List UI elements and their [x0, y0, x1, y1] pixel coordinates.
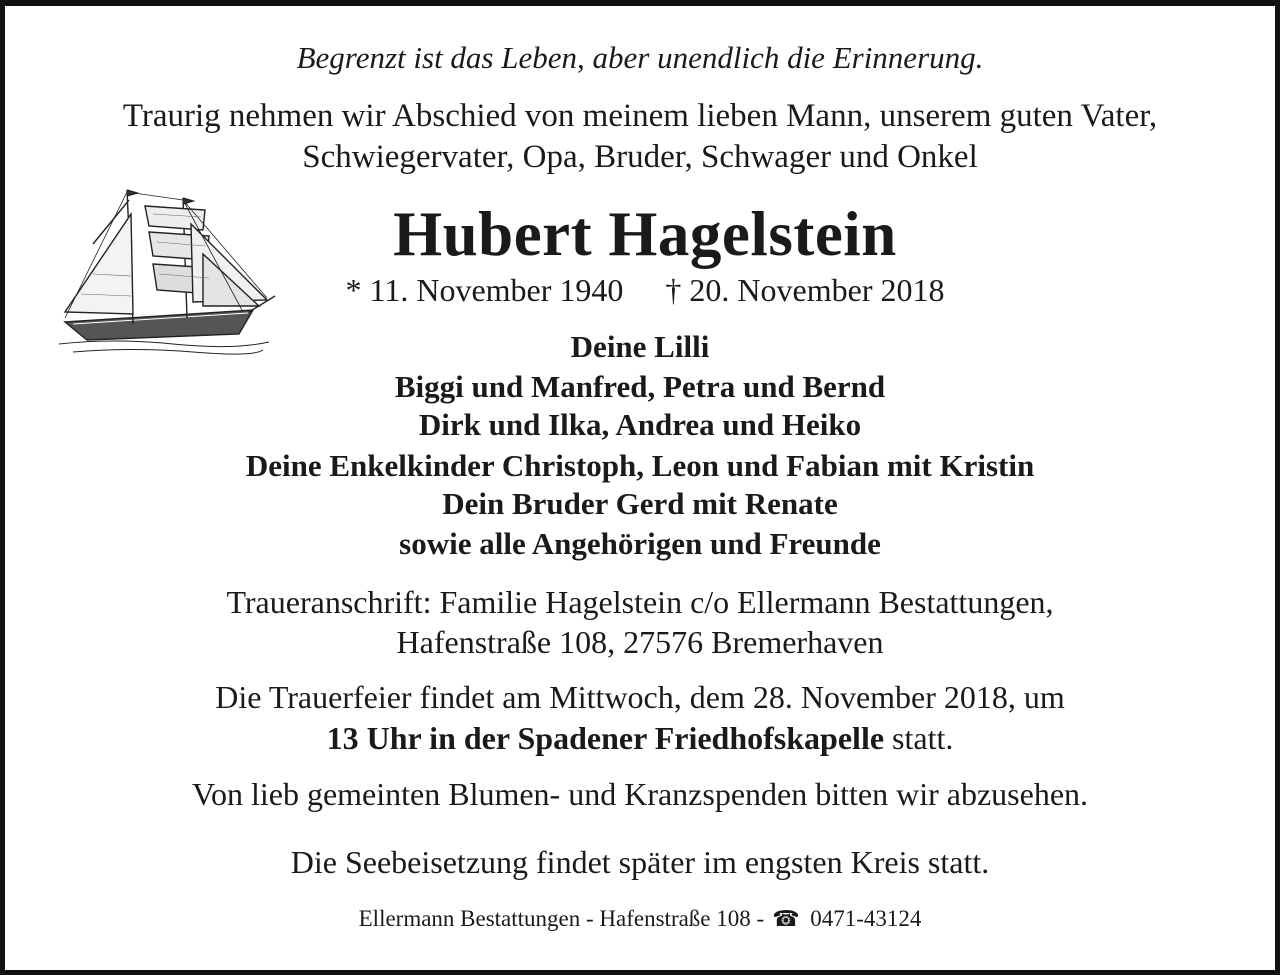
ceremony-line-2-rest: statt.	[884, 720, 954, 756]
flowers-note: Von lieb gemeinten Blumen- und Kranzspenden bitten wir abzusehen.	[191, 776, 1089, 812]
mourner-line: Deine Enkelkinder Christoph, Leon und Fabian mit Kristin	[245, 448, 1035, 483]
mourning-address-line-1: Traueranschrift: Familie Hagelstein c/o Ellermann Bestattungen,	[226, 584, 1054, 620]
telephone-icon: ☎	[772, 906, 800, 931]
mourner-line: sowie alle Angehörigen und Freunde	[399, 526, 881, 561]
ceremony-time-place: 13 Uhr in der Spadener Friedhofskapelle	[326, 720, 885, 756]
mourner-line: Dirk und Ilka, Andrea und Heiko	[418, 407, 862, 442]
motto: Begrenzt ist das Leben, aber unendlich die Erinnerung.	[296, 40, 984, 75]
death-date: † 20. November 2018	[665, 272, 945, 308]
mourning-address-line-2: Hafenstraße 108, 27576 Bremerhaven	[396, 624, 884, 660]
intro-line-2: Schwiegervater, Opa, Bruder, Schwager und Onkel	[302, 139, 978, 175]
ceremony-line-2	[5, 720, 1275, 757]
undertaker-footer	[5, 906, 1275, 932]
deceased-name: Hubert Hagelstein	[393, 199, 897, 269]
birth-date: * 11. November 1940	[345, 272, 624, 308]
mourner-line: Deine Lilli	[570, 329, 710, 364]
mourner-line: Dein Bruder Gerd mit Renate	[442, 486, 838, 521]
undertaker-phone: 0471-43124	[810, 906, 922, 931]
mourner-line: Biggi und Manfred, Petra und Bernd	[394, 369, 886, 404]
undertaker-address: Ellermann Bestattungen - Hafenstraße 108 -	[358, 906, 765, 931]
life-dates	[5, 272, 1280, 309]
ceremony-line-1: Die Trauerfeier findet am Mittwoch, dem 28. November 2018, um	[215, 679, 1065, 715]
intro-line-1: Traurig nehmen wir Abschied von meinem lieben Mann, unserem guten Vater,	[122, 98, 1158, 134]
sea-burial-note: Die Seebeisetzung findet später im engsten Kreis statt.	[290, 844, 990, 880]
